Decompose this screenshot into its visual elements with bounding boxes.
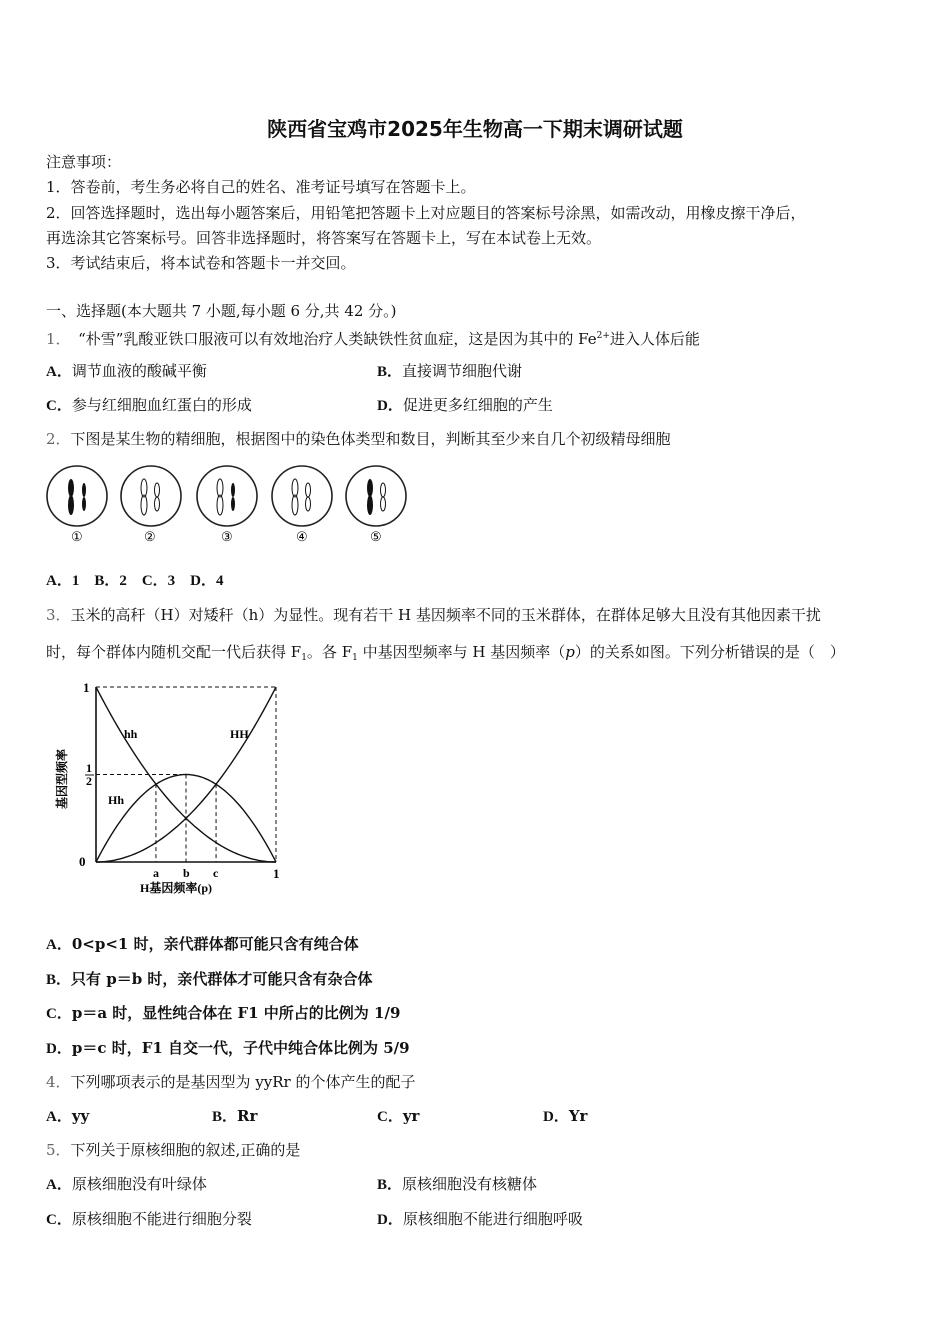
q1-option-c[interactable]: C．参与红细胞血红蛋白的形成 bbox=[46, 396, 252, 414]
y-axis-title: 基因型频率 bbox=[55, 748, 69, 809]
q4-option-c[interactable]: C．yr bbox=[377, 1107, 420, 1125]
cell-label-5: ⑤ bbox=[370, 529, 382, 544]
cell-label-1: ① bbox=[71, 529, 83, 544]
tick-label-b: b bbox=[183, 866, 190, 880]
tick-label-c: c bbox=[213, 866, 219, 880]
x-label-1: 1 bbox=[273, 866, 280, 881]
superscript: 2+ bbox=[596, 331, 610, 341]
notice-item-3: 3．考试结束后，将本试卷和答题卡一并交回。 bbox=[46, 254, 356, 272]
question-4: 4．下列哪项表示的是基因型为 yyRr 的个体产生的配子 bbox=[46, 1073, 416, 1091]
cell-label-2: ② bbox=[144, 529, 156, 544]
q4-option-d[interactable]: D．Yr bbox=[543, 1107, 588, 1125]
y-label-half-den: 2 bbox=[86, 774, 92, 788]
cell-label-4: ④ bbox=[296, 529, 308, 544]
q5-option-d[interactable]: D．原核细胞不能进行细胞呼吸 bbox=[377, 1210, 583, 1228]
cell-label-3: ③ bbox=[221, 529, 233, 544]
question-1 bbox=[46, 326, 700, 349]
series-label-hh: hh bbox=[124, 727, 138, 741]
question-3: 3．玉米的高秆（H）对矮秆（h）为显性。现有若干 H 基因频率不同的玉米群体，在群体足够大且没有其他因素干扰 bbox=[46, 606, 821, 624]
question-2: 2．下图是某生物的精细胞，根据图中的染色体类型和数目，判断其至少来自几个初级精母细胞 bbox=[46, 430, 671, 448]
q5-option-a[interactable]: A．原核细胞没有叶绿体 bbox=[46, 1175, 207, 1193]
page-title: 陕西省宝鸡市2025年生物高一下期末调研试题 bbox=[267, 117, 683, 141]
q5-option-b[interactable]: B．原核细胞没有核糖体 bbox=[377, 1175, 538, 1193]
genotype-frequency-chart bbox=[48, 674, 298, 904]
cell-3 bbox=[197, 466, 257, 526]
tick-label-a: a bbox=[152, 866, 159, 880]
q3-option-c[interactable]: C．p＝a 时，显性纯合体在 F1 中所占的比例为 1/9 bbox=[46, 1004, 401, 1022]
q3-option-b[interactable]: B．只有 p＝b 时，亲代群体才可能只含有杂合体 bbox=[46, 970, 373, 988]
series-label-Hh: Hh bbox=[108, 793, 125, 807]
cell-1 bbox=[47, 466, 107, 526]
q5-option-c[interactable]: C．原核细胞不能进行细胞分裂 bbox=[46, 1210, 252, 1228]
q2-options[interactable]: A．1 B．2 C．3 D．4 bbox=[46, 573, 224, 589]
series-label-HH: HH bbox=[230, 727, 249, 741]
sperm-cells-figure bbox=[40, 460, 420, 550]
question-number: 1． bbox=[46, 330, 64, 348]
y-label-1: 1 bbox=[83, 680, 90, 695]
x-axis-title: H基因频率(p) bbox=[140, 881, 213, 895]
cell-2 bbox=[121, 466, 181, 526]
cell-4 bbox=[272, 466, 332, 526]
q3-option-a[interactable]: A．0<p<1 时，亲代群体都可能只含有纯合体 bbox=[46, 935, 359, 953]
question-text: “朴雪”乳酸亚铁口服液可以有效地治疗人类缺铁性贫血症，这是因为其中的 Fe bbox=[78, 330, 597, 348]
notice-item-2: 2．回答选择题时，选出每小题答案后，用铅笔把答题卡上对应题目的答案标号涂黑，如需改动，用橡皮擦干净后， bbox=[46, 204, 806, 222]
q1-option-b[interactable]: B．直接调节细胞代谢 bbox=[377, 362, 523, 380]
question-3-cont: 时，每个群体内随机交配一代后获得 $F_1$。各 $F_1$ 中基因型频率与 H 基因频率（p）的关系如图。下列分析错误的是（ ） bbox=[46, 643, 845, 663]
notice-heading: 注意事项： bbox=[46, 153, 122, 171]
y-label-half-num: 1 bbox=[86, 761, 92, 775]
q4-option-a[interactable]: A．yy bbox=[46, 1107, 90, 1125]
q4-option-b[interactable]: B．Rr bbox=[212, 1107, 258, 1125]
section-heading: 一、选择题(本大题共 7 小题,每小题 6 分,共 42 分。) bbox=[46, 302, 397, 320]
cell-5 bbox=[346, 466, 406, 526]
question-5: 5．下列关于原核细胞的叙述,正确的是 bbox=[46, 1141, 301, 1159]
q1-option-d[interactable]: D．促进更多红细胞的产生 bbox=[377, 396, 553, 414]
q3-option-d[interactable]: D．p＝c 时，F1 自交一代，子代中纯合体比例为 5/9 bbox=[46, 1039, 410, 1057]
q1-option-a[interactable]: A．调节血液的酸碱平衡 bbox=[46, 362, 207, 380]
question-text-cont: 进入人体后能 bbox=[609, 330, 700, 348]
y-label-0: 0 bbox=[79, 854, 86, 869]
notice-item-1: 1．答卷前，考生务必将自己的姓名、准考证号填写在答题卡上。 bbox=[46, 178, 476, 196]
notice-item-2-cont: 再选涂其它答案标号。回答非选择题时，将答案写在答题卡上，写在本试卷上无效。 bbox=[46, 229, 602, 247]
